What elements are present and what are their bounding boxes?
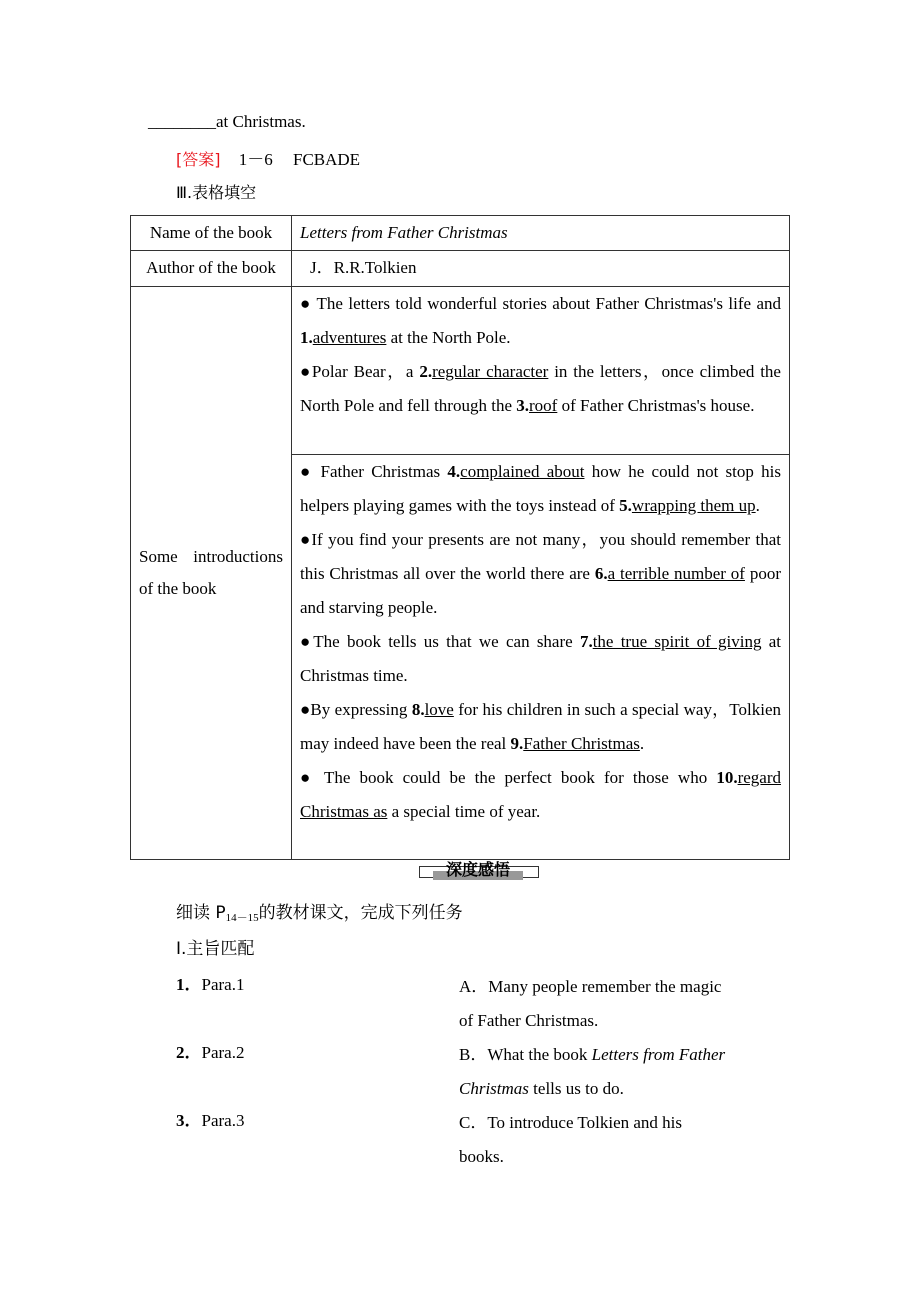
page-range: 14－15 (225, 912, 259, 924)
option-text: of Father Christmas. (459, 1011, 599, 1030)
blank-number: 9. (510, 734, 524, 753)
book-author: J．R.R.Tolkien (292, 251, 790, 287)
intro-bullet (300, 355, 781, 423)
table-row (131, 251, 790, 287)
blank-number: 1. (300, 328, 313, 347)
item-number: 3． (176, 1111, 202, 1130)
answer-tag: [答案] (176, 150, 221, 169)
intro-bullet (300, 455, 781, 523)
intro-bullet (300, 523, 781, 625)
answer-blank: Father Christmas (523, 734, 640, 753)
answer-blank: wrapping them up (631, 496, 756, 515)
answer-blank: regular character (432, 362, 549, 381)
bullet-text: poor and starving people. (300, 564, 781, 617)
banner-title: 深度感悟 (445, 860, 510, 879)
item-label: Para.2 (201, 1043, 245, 1062)
bullet-text: at Christmas time. (300, 632, 781, 685)
blank-number: 4. (447, 462, 461, 481)
continued-line (148, 112, 306, 132)
answer-blank: the true spirit of giving (592, 632, 762, 651)
option-text: tells us to do. (528, 1079, 624, 1098)
instruction-post: 的教材课文，完成下列任务 (258, 903, 463, 923)
blank-number: 2. (419, 362, 433, 381)
option-text: A．Many people remember the magic (459, 977, 722, 996)
book-name: Letters from Father Christmas (292, 216, 790, 251)
intro-bullet (300, 287, 781, 355)
bullet-text: in the letters，once climbed the North Pole and fell through the (300, 362, 781, 415)
bullet-text: at the North Pole. (386, 328, 511, 347)
blank-number: 5. (619, 496, 632, 515)
section-banner (417, 860, 539, 880)
option-text: C．To introduce Tolkien and his (459, 1113, 683, 1132)
answer-blank: complained about (460, 462, 585, 481)
blank-number: 6. (594, 564, 608, 583)
bullet-text: ●By expressing (300, 700, 412, 719)
bullet-text: ●The book tells us that we can share (300, 632, 580, 651)
answer-value: FCBADE (293, 150, 361, 169)
intro-bullet (300, 761, 781, 829)
bullet-text: ● Father Christmas (300, 462, 448, 481)
bullet-text: a special time of year. (387, 802, 541, 821)
answer-blank: adventures (312, 328, 387, 347)
blank-number: 3. (516, 396, 529, 415)
matching-item (176, 970, 244, 995)
blank: ________ (148, 112, 216, 131)
item-number: 1． (176, 975, 202, 994)
item-label: Para.1 (201, 975, 245, 994)
intro-bullet (300, 693, 781, 761)
blank-number: 7. (579, 632, 593, 651)
section-title-3: Ⅲ.表格填空 (176, 183, 257, 202)
bullet-text: of Father Christmas's house. (557, 396, 755, 415)
introductions-cell (292, 455, 790, 860)
bullet-text: ●If you find your presents are not many，you should remember that this Christmas all over the world there are (300, 530, 781, 583)
answer-blank: regard Christmas as (300, 768, 781, 821)
item-number: 2． (176, 1043, 202, 1062)
option-b (459, 1038, 725, 1106)
table-label: Some introductions of the book (131, 287, 292, 860)
blank-number: 8. (411, 700, 425, 719)
bullet-text: how he could not stop his helpers playing games with the toys instead of (300, 462, 781, 515)
bullet-text: for his children in such a special way，Tolkien may indeed have been the real (300, 700, 781, 753)
blank-number: 10. (716, 768, 738, 787)
option-text: books. (459, 1147, 504, 1166)
book-title: Letters from Father (591, 1045, 726, 1064)
option-a (459, 970, 721, 1038)
answer-line (176, 145, 360, 170)
section-title-1: Ⅰ.主旨匹配 (176, 939, 255, 959)
bullet-text: ● The letters told wonderful stories about Father Christmas's life and (300, 294, 781, 313)
instruction-pre: 细读 P (176, 903, 226, 923)
bullet-text: . (639, 734, 645, 753)
instruction (176, 898, 463, 925)
continued-text: at Christmas. (216, 112, 306, 131)
table-row (131, 216, 790, 251)
option-c (459, 1106, 682, 1174)
bullet-text: ●Polar Bear，a (300, 362, 420, 381)
introductions-cell (292, 287, 790, 455)
bullet-text: ● The book could be the perfect book for those who (300, 768, 717, 787)
matching-item (176, 1038, 244, 1063)
answer-blank: love (424, 700, 454, 719)
item-label: Para.3 (201, 1111, 245, 1130)
matching-item (176, 1106, 244, 1131)
answer-blank: roof (529, 396, 558, 415)
answer-range: 1－6 (238, 150, 273, 169)
bullet-text: . (755, 496, 760, 515)
intro-bullet (300, 625, 781, 693)
table-row (131, 287, 790, 455)
table-label: Author of the book (131, 251, 292, 287)
table-label: Name of the book (131, 216, 292, 251)
answer-blank: a terrible number of (607, 564, 745, 583)
book-table (130, 215, 790, 860)
book-title: Christmas (459, 1079, 529, 1098)
option-text: B．What the book (459, 1045, 592, 1064)
